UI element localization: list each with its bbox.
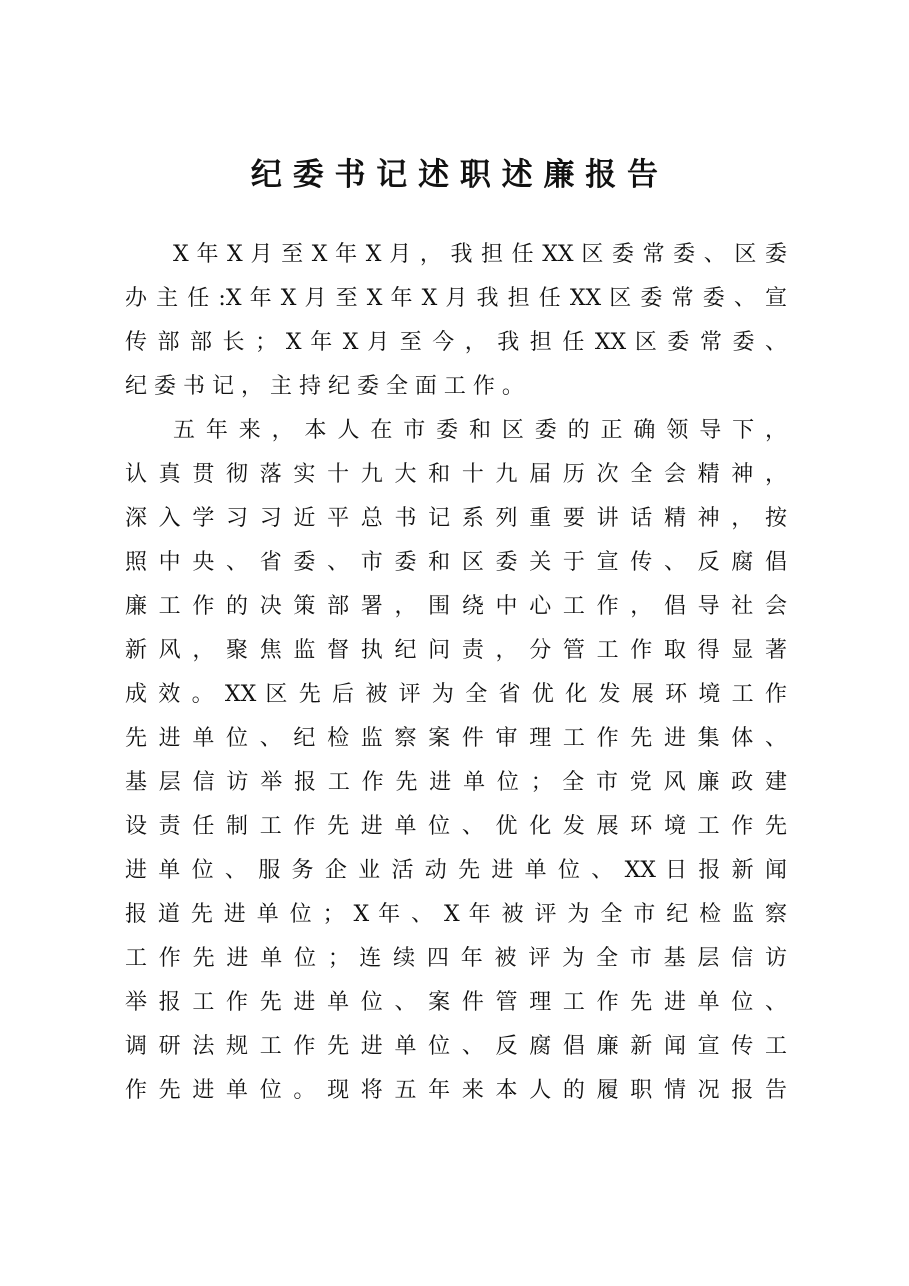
text-line: 进 单 位 、 服 务 企 业 活 动 先 进 单 位 、 XX 日 报 新 闻 <box>125 858 787 883</box>
text-line: 工 作 先 进 单 位 ； 连 续 四 年 被 评 为 全 市 基 层 信 访 <box>125 946 787 971</box>
text-line: 举 报 工 作 先 进 单 位 、 案 件 管 理 工 作 先 进 单 位 、 <box>125 990 787 1015</box>
text-line: 先 进 单 位 、 纪 检 监 察 案 件 审 理 工 作 先 进 集 体 、 <box>125 726 787 751</box>
text-line: 传 部 部 长 ； X 年 X 月 至 今 ， 我 担 任 XX 区 委 常 委 、 <box>125 330 787 355</box>
text-line: 深 入 学 习 习 近 平 总 书 记 系 列 重 要 讲 话 精 神 ， 按 <box>125 506 787 531</box>
text-line: 照 中 央 、 省 委 、 市 委 和 区 委 关 于 宣 传 、 反 腐 倡 <box>125 550 787 575</box>
text-line: 新 风 ， 聚 焦 监 督 执 纪 问 责 ， 分 管 工 作 取 得 显 著 <box>125 638 787 663</box>
text-line: 成 效 。 XX 区 先 后 被 评 为 全 省 优 化 发 展 环 境 工 作 <box>125 682 787 707</box>
text-line: 设 责 任 制 工 作 先 进 单 位 、 优 化 发 展 环 境 工 作 先 <box>125 814 787 839</box>
text-line: 认 真 贯 彻 落 实 十 九 大 和 十 九 届 历 次 全 会 精 神 ， <box>125 462 787 487</box>
document-title: 纪 委 书 记 述 职 述 廉 报 告 <box>250 157 659 193</box>
text-line: 作 先 进 单 位 。 现 将 五 年 来 本 人 的 履 职 情 况 报 告 <box>125 1078 787 1103</box>
text-line: 报 道 先 进 单 位 ； X 年 、 X 年 被 评 为 全 市 纪 检 监 察 <box>125 902 787 927</box>
text-line: 办 主 任 :X 年 X 月 至 X 年 X 月 我 担 任 XX 区 委 常 委 、 宣 <box>125 286 787 311</box>
text-line: 纪 委 书 记 ， 主 持 纪 委 全 面 工 作 。 <box>125 374 524 399</box>
text-line: 廉 工 作 的 决 策 部 署 ， 围 绕 中 心 工 作 ， 倡 导 社 会 <box>125 594 787 619</box>
text-line: 五 年 来 ， 本 人 在 市 委 和 区 委 的 正 确 领 导 下 ， <box>173 418 787 443</box>
text-line: 基 层 信 访 举 报 工 作 先 进 单 位 ； 全 市 党 风 廉 政 建 <box>125 770 787 795</box>
text-line: 调 研 法 规 工 作 先 进 单 位 、 反 腐 倡 廉 新 闻 宣 传 工 <box>125 1034 787 1059</box>
text-line: X 年 X 月 至 X 年 X 月 ， 我 担 任 XX 区 委 常 委 、 区 委 <box>173 242 787 267</box>
document-body <box>125 233 787 1113</box>
